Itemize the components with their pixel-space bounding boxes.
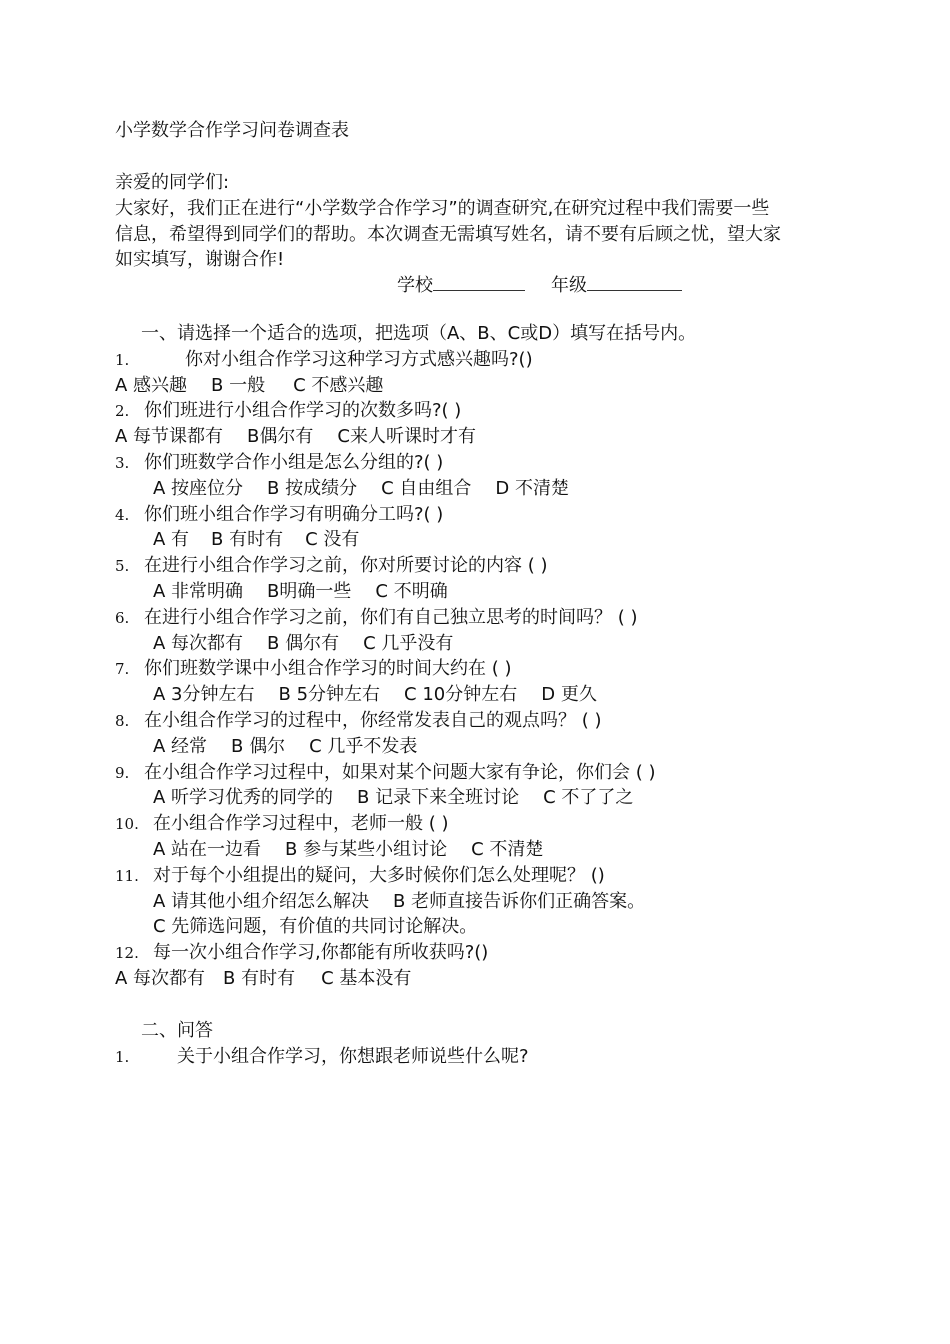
- option[interactable]: A 按座位分: [153, 477, 244, 499]
- question-text: 在进行小组合作学习之前，你们有自己独立思考的时间吗？ ( ): [144, 606, 638, 628]
- option[interactable]: B 有时有: [223, 967, 296, 989]
- option[interactable]: D 不清楚: [495, 477, 570, 499]
- question-text: 你们班数学合作小组是怎么分组的?( ): [144, 451, 444, 473]
- question-number: 1.: [115, 1047, 130, 1066]
- option[interactable]: B 按成绩分: [267, 477, 358, 499]
- option[interactable]: A 经常: [153, 735, 208, 757]
- question-text: 关于小组合作学习，你想跟老师说些什么呢?: [177, 1045, 529, 1067]
- option[interactable]: B 记录下来全班讨论: [357, 787, 520, 809]
- option[interactable]: B偶尔有: [247, 426, 314, 448]
- question-number: 5.: [115, 557, 130, 576]
- question-number: 4.: [115, 505, 130, 524]
- question-number: 10.: [115, 815, 139, 834]
- option[interactable]: C 10分钟左右: [404, 684, 518, 706]
- intro-line: 如实填写，谢谢合作!: [115, 249, 285, 271]
- option[interactable]: B 5分钟左右: [278, 684, 381, 706]
- question-text: 在小组合作学习过程中，如果对某个问题大家有争论，你们会 ( ): [144, 761, 656, 783]
- question-8: [115, 708, 840, 760]
- option[interactable]: C 先筛选问题，有价值的共同讨论解决。: [153, 916, 478, 938]
- question-number: 8.: [115, 711, 130, 730]
- question-12: [115, 940, 840, 992]
- question-number: 6.: [115, 608, 130, 627]
- school-blank[interactable]: [433, 274, 525, 291]
- intro-paragraph: [115, 196, 837, 273]
- question-5: [115, 553, 840, 605]
- grade-label: 年级: [551, 275, 587, 297]
- option[interactable]: B 偶尔: [231, 735, 286, 757]
- option[interactable]: B 偶尔有: [267, 632, 340, 654]
- option[interactable]: C 不清楚: [471, 838, 544, 860]
- option[interactable]: C 不明确: [375, 580, 448, 602]
- option[interactable]: A 感兴趣: [115, 374, 188, 396]
- questionnaire-page: [115, 118, 840, 1069]
- option[interactable]: A 非常明确: [153, 580, 244, 602]
- question-number: 12.: [115, 944, 139, 963]
- option[interactable]: A 3分钟左右: [153, 684, 255, 706]
- school-label: 学校: [397, 275, 433, 297]
- option[interactable]: C 几乎不发表: [309, 735, 418, 757]
- question-text: 你对小组合作学习这种学习方式感兴趣吗?(): [185, 348, 533, 370]
- question-9: [115, 760, 840, 812]
- question-1: [115, 347, 840, 399]
- option[interactable]: A 听学习优秀的同学的: [153, 787, 334, 809]
- option[interactable]: A 每次都有: [115, 967, 206, 989]
- option[interactable]: C 基本没有: [321, 967, 412, 989]
- option[interactable]: B 参与某些小组讨论: [285, 838, 448, 860]
- question-6: [115, 605, 840, 657]
- option[interactable]: B明确一些: [267, 580, 352, 602]
- grade-blank[interactable]: [587, 274, 682, 291]
- option[interactable]: A 有: [153, 529, 190, 551]
- option[interactable]: B 有时有: [211, 529, 284, 551]
- question-text: 在进行小组合作学习之前，你对所要讨论的内容 ( ): [144, 555, 548, 577]
- question-number: 9.: [115, 763, 130, 782]
- option[interactable]: C 不感兴趣: [293, 374, 384, 396]
- option[interactable]: C来人听课时才有: [337, 426, 476, 448]
- option[interactable]: C 没有: [305, 529, 360, 551]
- question-4: [115, 502, 840, 554]
- question-11: [115, 863, 840, 940]
- question-text: 你们班小组合作学习有明确分工吗?( ): [144, 503, 444, 525]
- intro-line: 大家好，我们正在进行“小学数学合作学习”的调查研究,在研究过程中我们需要一些: [115, 197, 770, 219]
- question-number: 3.: [115, 453, 130, 472]
- option[interactable]: D 更久: [541, 684, 597, 706]
- section2-heading: 二、问答: [141, 1019, 213, 1041]
- question-number: 2.: [115, 402, 130, 421]
- intro-line: 信息，希望得到同学们的帮助。本次调查无需填写姓名，请不要有后顾之忧，望大家: [115, 223, 781, 245]
- option[interactable]: A 站在一边看: [153, 838, 262, 860]
- question-text: 你们班数学课中小组合作学习的时间大约在 ( ): [144, 658, 512, 680]
- page-title: 小学数学合作学习问卷调查表: [115, 120, 349, 141]
- option[interactable]: A 请其他小组介绍怎么解决: [153, 890, 370, 912]
- question-text: 你们班进行小组合作学习的次数多吗?( ): [144, 400, 462, 422]
- option[interactable]: B 一般: [211, 374, 266, 396]
- question-3: [115, 450, 840, 502]
- question-number: 11.: [115, 866, 139, 885]
- greeting: 亲爱的同学们:: [115, 172, 230, 193]
- option[interactable]: A 每节课都有: [115, 426, 224, 448]
- question-text: 对于每个小组提出的疑问，大多时候你们怎么处理呢？ (): [153, 864, 605, 886]
- question-10: [115, 811, 840, 863]
- section1-heading: 一、请选择一个适合的选项，把选项（A、B、C或D）填写在括号内。: [141, 322, 697, 344]
- option[interactable]: C 自由组合: [381, 477, 472, 499]
- question-number: 1.: [115, 350, 130, 369]
- question-7: [115, 656, 840, 708]
- option[interactable]: A 每次都有: [153, 632, 244, 654]
- school-grade-line: [115, 273, 840, 299]
- open-question: [115, 1044, 840, 1070]
- question-text: 在小组合作学习过程中，老师一般 ( ): [153, 813, 449, 835]
- question-2: [115, 398, 840, 450]
- question-text: 每一次小组合作学习,你都能有所收获吗?(): [153, 942, 489, 964]
- option[interactable]: C 几乎没有: [363, 632, 454, 654]
- option[interactable]: C 不了了之: [543, 787, 634, 809]
- question-number: 7.: [115, 660, 130, 679]
- question-text: 在小组合作学习的过程中，你经常发表自己的观点吗？ ( ): [144, 709, 602, 731]
- option[interactable]: B 老师直接告诉你们正确答案。: [393, 890, 646, 912]
